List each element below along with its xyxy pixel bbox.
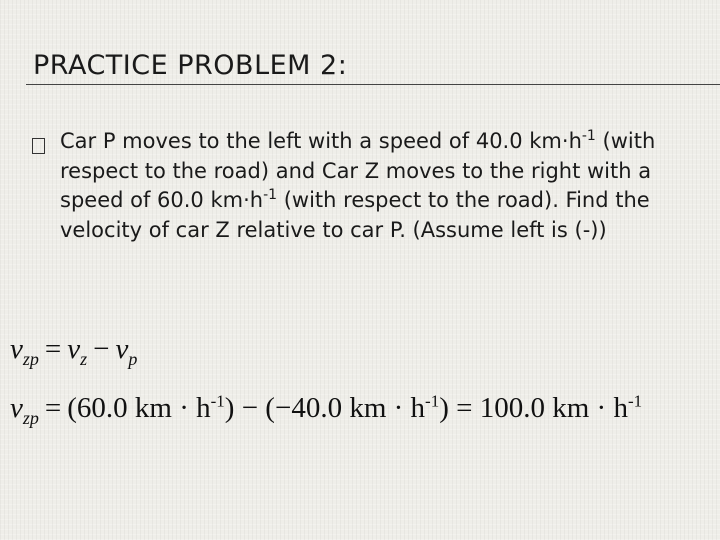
eq1-term2-sub: p [128, 348, 138, 369]
problem-text-part-3: (with respect to the road). Find the velocity of car Z relative to car P. (Assume left is (-)) [60, 188, 650, 242]
eq1-lhs-sub: zp [22, 348, 39, 369]
problem-text-part-1: Car P moves to the left with a speed of 40.0 km·h [60, 129, 582, 153]
title-underline [26, 84, 720, 85]
eq2-equals: = [44, 392, 62, 424]
eq2-lhs-sub: zp [22, 407, 39, 428]
eq2-exponent-1: -1 [210, 391, 225, 411]
equation-substitution [10, 391, 643, 428]
eq2-part-3: ) = 100.0 km · h [439, 392, 628, 424]
eq1-term1-var: v [67, 333, 81, 365]
eq1-term1-sub: z [80, 348, 88, 369]
bullet-icon [32, 138, 45, 154]
equation-relative-velocity [10, 333, 138, 369]
eq1-lhs-var: v [10, 333, 23, 365]
eq1-minus: − [93, 333, 110, 365]
problem-text-part-2: (with respect to the road) and Car Z moves to the right with a speed of 60.0 km·h [60, 129, 656, 212]
eq1-equals: = [44, 333, 62, 365]
eq1-term2-var: v [115, 333, 129, 365]
unit-exponent-1: -1 [581, 128, 596, 144]
eq2-exponent-2: -1 [425, 391, 440, 411]
eq2-exponent-3: -1 [627, 391, 643, 411]
eq2-part-1: (60.0 km · h [67, 392, 211, 424]
slide-title: PRACTICE PROBLEM 2: [33, 50, 348, 81]
problem-text [60, 127, 710, 245]
eq2-part-2: ) − (−40.0 km · h [224, 392, 426, 424]
unit-exponent-2: -1 [263, 187, 278, 203]
eq2-lhs-var: v [10, 392, 23, 424]
